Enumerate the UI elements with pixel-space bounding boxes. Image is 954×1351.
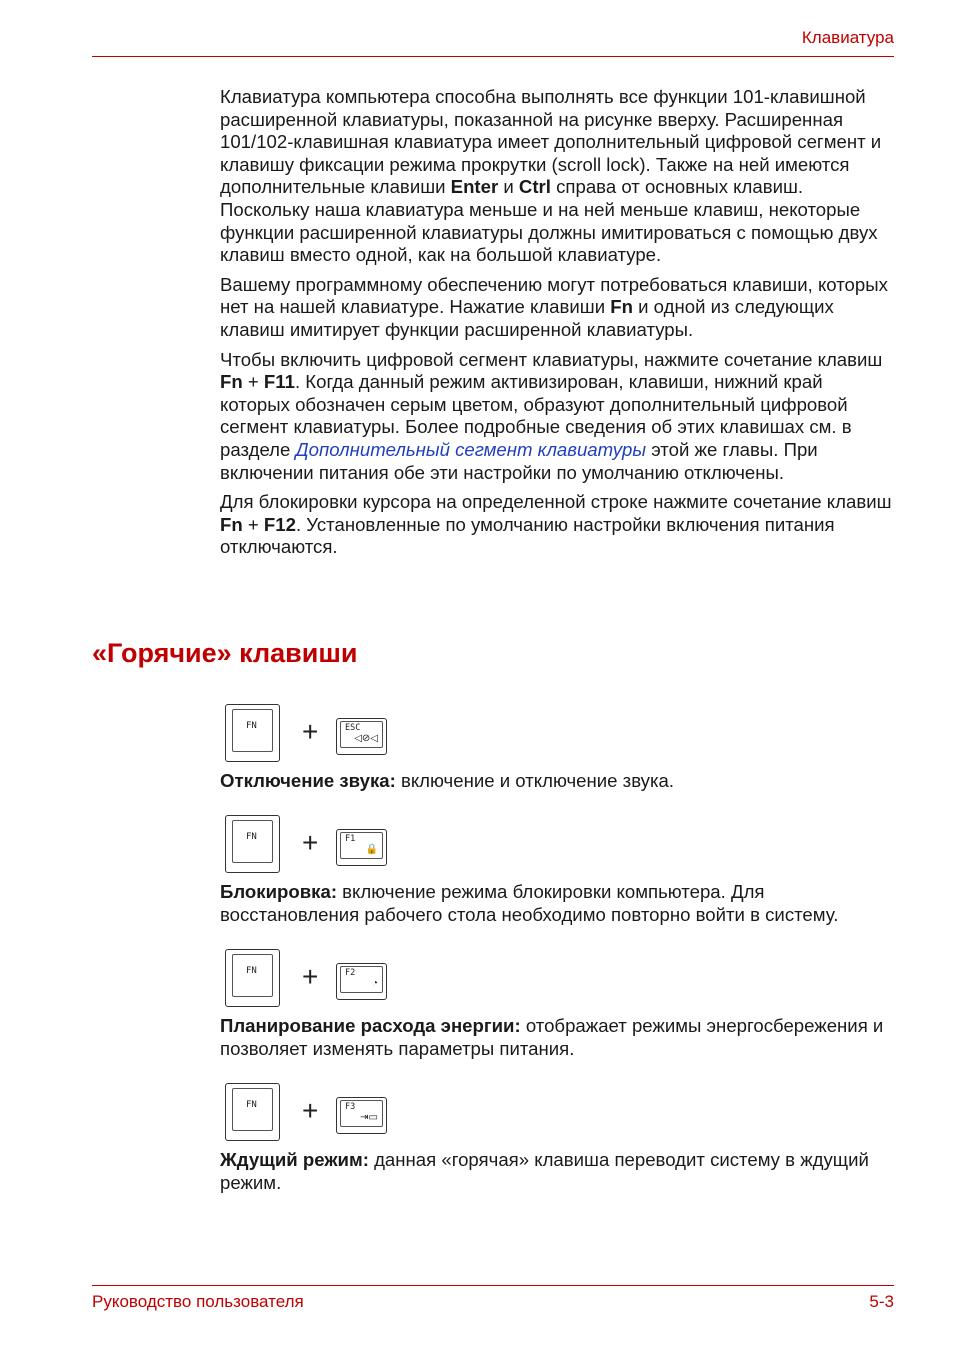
hotkey-entry [220, 704, 900, 793]
footer-manual-title: Руководство пользователя [92, 1292, 304, 1311]
esc-key-icon: ESC ◁⊘◁ [336, 718, 387, 755]
footer-rule [92, 1285, 894, 1286]
fn-key-icon: FN [225, 949, 280, 1007]
plus-sign: + [302, 827, 319, 858]
hotkey-description: Ждущий режим: данная «горячая» клавиша переводит систему в ждущий режим. [220, 1149, 869, 1193]
cross-reference-link[interactable]: Дополнительный сегмент клавиатуры [295, 438, 647, 460]
section-heading: «Горячие» клавиши [92, 638, 358, 668]
fn-key-icon: FN [225, 1083, 280, 1141]
paragraph: Вашему программному обеспечению могут потребоваться клавиши, которых нет на нашей клавиатуре. Нажатие клавиши Fn и одной из следующих клавиш имитирует функции расширенной клавиатуры. [220, 273, 888, 340]
power-plan-icon: ◔ [371, 978, 378, 989]
page-number: 5-3 [869, 1292, 894, 1311]
hotkey-description: Блокировка: включение режима блокировки компьютера. Для восстановления рабочего стола необходимо повторно войти в систему. [220, 881, 839, 925]
running-header-title: Клавиатура [801, 28, 894, 47]
header-rule [92, 56, 894, 57]
key-combination [220, 815, 900, 877]
hotkey-entry [220, 1083, 900, 1194]
fn-key-icon: FN [225, 815, 280, 873]
f2-key-icon: F2 ◔ [336, 963, 387, 1000]
key-combination [220, 1083, 900, 1145]
sleep-icon: ⇥▭ [360, 1112, 378, 1123]
speaker-mute-icon: ◁⊘◁ [354, 733, 378, 744]
paragraph: Для блокировки курсора на определенной строке нажмите сочетание клавиш Fn + F12. Установленные по умолчанию настройки включения питания отключаются. [220, 491, 892, 558]
paragraph: Чтобы включить цифровой сегмент клавиатуры, нажмите сочетание клавиш Fn + F11. Когда данный режим активизирован, клавиши, нижний край которых обозначен серым цветом, образуют дополнительный цифровой сегмент клавиатуры. Более подробные сведения об этих клавишах см. в разделе Дополнительный сегмент клавиатуры этой же главы. При включении питания обе эти настройки по умолчанию отключены. [220, 348, 883, 483]
hotkey-description: Планирование расхода энергии: отображает режимы энергосбережения и позволяет изменять параметры питания. [220, 1015, 884, 1059]
paragraph: Клавиатура компьютера способна выполнять все функции 101-клавишной расширенной клавиатуры, показанной на рисунке вверху. Расширенная 101/102-клавишная клавиатура имеет дополнительный цифровой сегмент и клавишу фиксации режима прокрутки (scroll lock). Также на ней имеются дополнительные клавиши Enter и Ctrl справа от основных клавиш. Поскольку наша клавиатура меньше и на ней меньше клавиш, некоторые функции расширенной клавиатуры должны имитироваться с помощью двух клавиш вместо одной, как на большой клавиатуре. [220, 86, 882, 266]
plus-sign: + [302, 1095, 319, 1126]
f3-key-icon: F3 ⇥▭ [336, 1097, 387, 1134]
key-combination [220, 704, 900, 766]
hotkey-entry [220, 949, 900, 1060]
hotkey-description: Отключение звука: включение и отключение звука. [220, 770, 675, 791]
f1-key-icon: F1 🔒 [336, 829, 387, 866]
lock-icon: 🔒 [365, 844, 378, 855]
key-combination [220, 949, 900, 1011]
intro-text [220, 86, 896, 566]
plus-sign: + [302, 961, 319, 992]
plus-sign: + [302, 716, 319, 747]
hotkey-entry [220, 815, 900, 926]
fn-key-icon: FN [225, 704, 280, 762]
